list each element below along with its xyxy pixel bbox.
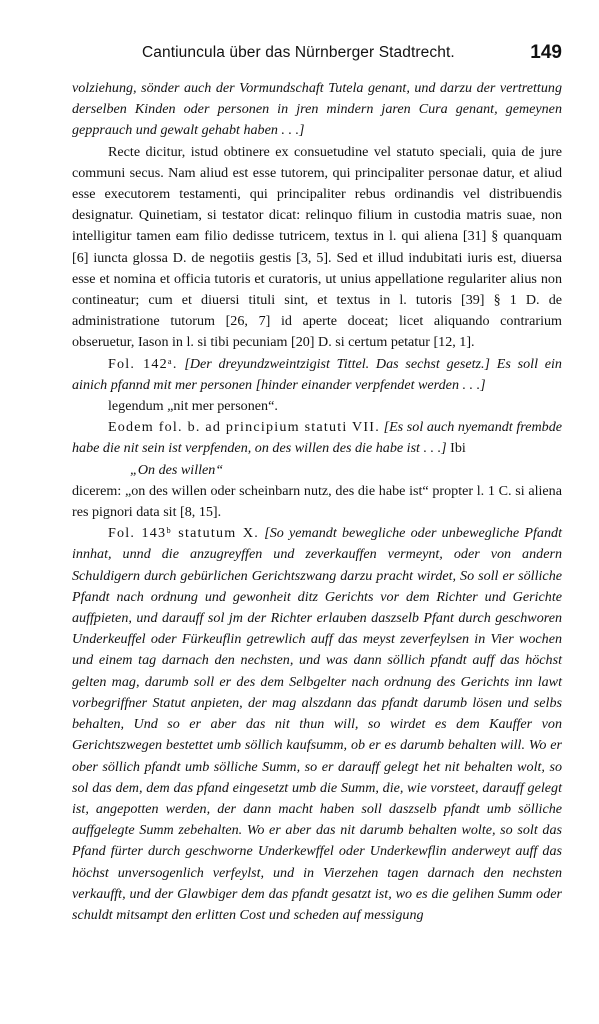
ibi-word: Ibi <box>450 440 466 457</box>
latin-commentary: Recte dicitur, istud obtinere ex consuetudine vel statuto speciali, quia de jure communi secus. Nam aliud est esse tutorem, qui principaliter personae datur, et aliud esse executorem testamenti, qui principaliter rebus ordinandis vel distribuendis designatur. Quinetiam, si testator dicat: relinquo filium in custodia matris suae, non intelligitur tamen eam filio dedisse tutricem, textus in l. qui aliena [31] § quanquam [6] iuncta glossa D. de negotiis gestis [3, 5]. Sed et illud indubitati iuris est, diuersa esse et nomina et officia tutoris et curatoris, ut unius appellatione regulariter alius non contineatur; cum et diuersi tituli sint, et textus in l. tutoris [39] § 1 D. de administratione tutorum [26, 7] id aperte doceat; licet aliquando contrarium obseruetur, Iason in l. si tibi pecuniam [20] D. si certum petatur [12, 1]. <box>72 143 562 351</box>
folio-reference: Fol. 143ᵇ statutum X. <box>108 525 259 542</box>
running-header <box>70 44 562 66</box>
fol-142-entry <box>72 354 562 396</box>
quoted-phrase: „On des willen“ <box>130 461 224 478</box>
folio-reference: Fol. 142ᵃ. <box>108 355 178 372</box>
dicerem-note: dicerem: „on des willen oder scheinbarn nutz, des die habe ist“ propter l. 1 C. si aliena res pignori data sit [8, 15]. <box>72 482 562 521</box>
german-quote-continuation: volziehung, sönder auch der Vormundschaft Tutela genant, und darzu der vertrettung derselben Kinden oder personen in jren mindern jaren Cura genant, gemeynen gepprauch und gewalt gehabt haben . . .] <box>72 80 562 139</box>
statute-quote: [So yemandt bewegliche oder unbewegliche Pfandt innhat, unnd die anzugreyffen und zeverkauffen vermeynt, oder von andern Schuldigern durch gebürlichen Gerichtszwang darzu pracht wirdet, So soll er sölliche Pfandt nach ordnung und gewonheit ditz Gerichts vor dem Richter und Gerichte auffpieten, und darauff sol jm der Richter erlauben daszselb Pfant durch geschworen Underkeuffel oder Fürkeuflin getrewlich auff das meyst zeverfeylsen in Vier wochen und einem tag darnach den nechsten, und was dann söllich pfandt auff das höchst gelten mag, darumb soll er des dem Selbgelter nach ordnung des Gerichts inn lawt vorbegriffner Statut anpieten, der mag alszdann das pfandt darumb lösen und selbs behalten, Und so er aber das nit thun will, so wirdet es dem Kauffer von Gerichtszwegen bestettet umb söllich kaufsumm, ob er es darumb behalten will. Wo er ober söllich pfandt umb sölliche Summ, so er darauff gelegt het nit behalten wolt, so sol das dem, dem das pfand eingesetzt umb die Summ, die, wie vorsteet, darauff gelegt ist, angepotten werden, der dann macht haben soll daszselb pfandt umb sölliche auffgelegte Summ zebehalten. Wo er aber das nit darumb behalten wolte, so solt das Pfand fürter durch geschworne Underkewffel oder Underkewflin anderweyt auff das höchst unversogenlich verfeylst, und in Vierzehen tagen darnach den nechsten verkaufft, und der Glawbiger dem das pfandt gesatzt ist, wo es die gelihen Summ oder schuldt mitsampt den erlitten Cost und scheden auf messigung <box>72 525 562 923</box>
page-body <box>72 78 562 926</box>
title-heading: [Der dreyundzweintzigist Tittel. Das sechst gesetz.] <box>184 355 491 372</box>
legendum-note: legendum „nit mer personen“. <box>108 398 278 415</box>
page-number: 149 <box>530 42 562 63</box>
eodem-entry <box>72 417 562 459</box>
statute-quote: [Es sol auch nyemandt frembde habe die nit sein ist verpfenden, on des willen des die habe ist . . .] <box>72 419 563 457</box>
folio-reference: Eodem fol. b. ad principium statuti VII. <box>108 419 380 436</box>
fol-143-entry <box>72 523 562 926</box>
statute-quote: Es soll ein ainich pfannd mit mer personen [hinder einander verpfendet werden . . .] <box>72 355 562 393</box>
running-title: Cantiuncula über das Nürnberger Stadtrecht. <box>142 44 455 61</box>
